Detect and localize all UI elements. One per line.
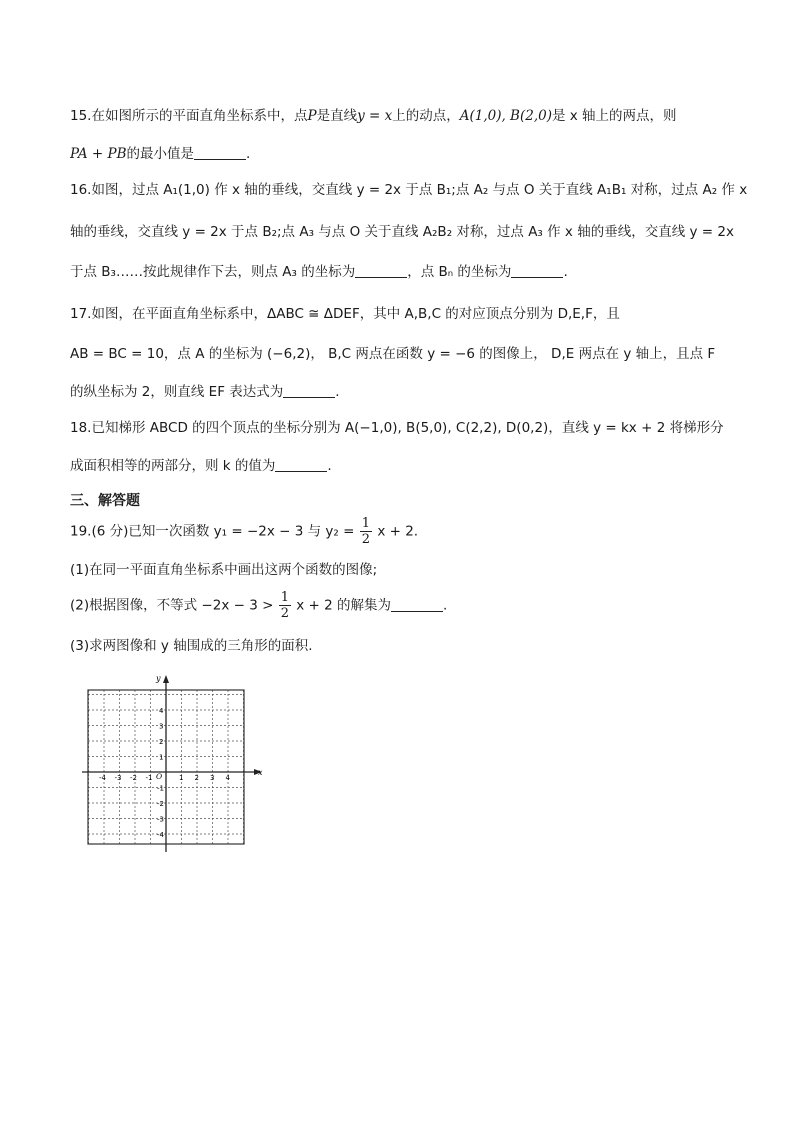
q16-text: 16.如图，过点 A₁(1,0) 作 x 轴的垂线，交直线 y = 2x 于点 B₁;点 A₂ 与点 O 关于直线 A₁B₁ 对称，过点 A₂ 作 x <box>70 182 748 198</box>
q17-line-3 <box>70 382 730 402</box>
y-tick-label: -4 <box>157 831 164 839</box>
x-tick-label: 4 <box>225 774 230 782</box>
y-tick-label: 4 <box>159 707 164 715</box>
q16-line-1 <box>70 180 748 200</box>
q17-period: . <box>335 384 340 400</box>
section-heading: 三、解答题 <box>70 493 140 509</box>
fraction-numerator: 1 <box>280 590 289 605</box>
q18-line-1 <box>70 418 730 438</box>
answer-blank[interactable] <box>275 457 327 472</box>
q16-line-3 <box>70 262 730 282</box>
fraction-half <box>360 516 372 547</box>
q19-part-2 <box>70 590 730 621</box>
q15-points-ab: A(1,0), B(2,0) <box>459 108 552 124</box>
q15-text: 是 x 轴上的两点，则 <box>551 108 677 124</box>
q15-line-2 <box>70 144 730 164</box>
q16-text: 于点 B₃……按此规律作下去，则点 A₃ 的坐标为 <box>70 264 356 280</box>
q18-period: . <box>327 458 332 474</box>
x-tick-label: -2 <box>130 774 137 782</box>
q16-text: 轴的垂线，交直线 y = 2x 于点 B₂;点 A₃ 与点 O 关于直线 A₂B₂ 对称，过点 A₃ 作 x 轴的垂线，交直线 y = 2x <box>70 224 734 240</box>
x-tick-label: 3 <box>210 774 215 782</box>
y-tick-label: 3 <box>159 722 164 731</box>
q19-text: (3)求两图像和 y 轴围成的三角形的面积. <box>70 638 313 654</box>
q17-text: 17.如图，在平面直角坐标系中，ΔABC ≅ ΔDEF，其中 A,B,C 的对应顶点分别为 D,E,F，且 <box>70 306 620 322</box>
x-tick-label: -3 <box>114 774 122 782</box>
q17-line-1 <box>70 304 730 324</box>
y-tick-label: -3 <box>157 815 164 824</box>
y-tick-label: 2 <box>159 738 164 746</box>
fraction-denominator: 2 <box>361 532 371 547</box>
x-tick-label: 1 <box>179 774 184 782</box>
fraction-half <box>279 590 291 621</box>
q19-period: . <box>443 597 448 614</box>
q15-text: 的最小值是 <box>126 146 194 162</box>
x-tick-label: -1 <box>145 774 153 782</box>
fraction-numerator: 1 <box>361 516 371 531</box>
q19-part-1 <box>70 560 730 580</box>
q16-line-2 <box>70 222 734 242</box>
answer-blank[interactable] <box>283 383 335 398</box>
tick-labels <box>99 707 231 839</box>
q16-period: . <box>563 264 568 280</box>
y-axis-label: y <box>156 674 161 683</box>
q19-stem <box>70 516 730 547</box>
answer-blank[interactable] <box>355 263 407 278</box>
q19-text: (2)根据图像，不等式 −2x − 3 > <box>70 597 274 614</box>
q17-line-2 <box>70 344 730 364</box>
x-tick-label: -4 <box>99 774 106 782</box>
q15-expression: PA + PB <box>70 146 127 162</box>
q15-point-p: P <box>307 108 317 124</box>
q15-text: 是直线 <box>316 108 358 124</box>
q19-text: 19.(6 分)已知一次函数 y₁ = −2x − 3 与 y₂ = <box>70 523 355 540</box>
q15-text: 15.在如图所示的平面直角坐标系中，点 <box>70 108 308 124</box>
q18-text: 18.已知梯形 ABCD 的四个顶点的坐标分别为 A(−1,0), B(5,0), C(2,2), D(0,2)，直线 y = kx + 2 将梯形分 <box>70 420 724 436</box>
q18-line-2 <box>70 456 730 476</box>
q15-text: 上的动点， <box>392 108 460 124</box>
q19-text: x + 2. <box>377 523 419 540</box>
q17-text: AB = BC = 10，点 A 的坐标为 (−6,2)， B,C 两点在函数 y = −6 的图像上， D,E 两点在 y 轴上，且点 F <box>70 346 716 362</box>
coordinate-grid <box>82 672 272 852</box>
q19-text: x + 2 的解集为 <box>296 597 392 614</box>
q15-period: . <box>246 146 251 162</box>
q15-line-1 <box>70 106 730 126</box>
q15-line-eq: y = x <box>357 108 393 124</box>
q17-text: 的纵坐标为 2，则直线 EF 表达式为 <box>70 384 284 400</box>
answer-blank[interactable] <box>194 145 246 160</box>
y-axis-arrow-icon <box>163 675 169 683</box>
y-tick-label: -1 <box>157 784 164 793</box>
x-axis-label: x <box>258 768 263 777</box>
q18-text: 成面积相等的两部分，则 k 的值为 <box>70 458 276 474</box>
q16-text: ，点 Bₙ 的坐标为 <box>407 264 512 280</box>
y-tick-label: 1 <box>159 753 164 762</box>
answer-blank[interactable] <box>391 597 443 612</box>
fraction-denominator: 2 <box>280 606 289 621</box>
x-tick-label: 2 <box>194 774 199 782</box>
y-tick-label: -2 <box>157 800 164 808</box>
q19-part-3 <box>70 636 730 656</box>
origin-label: O <box>156 772 163 781</box>
q19-text: (1)在同一平面直角坐标系中画出这两个函数的图像; <box>70 562 378 578</box>
answer-blank[interactable] <box>511 263 563 278</box>
